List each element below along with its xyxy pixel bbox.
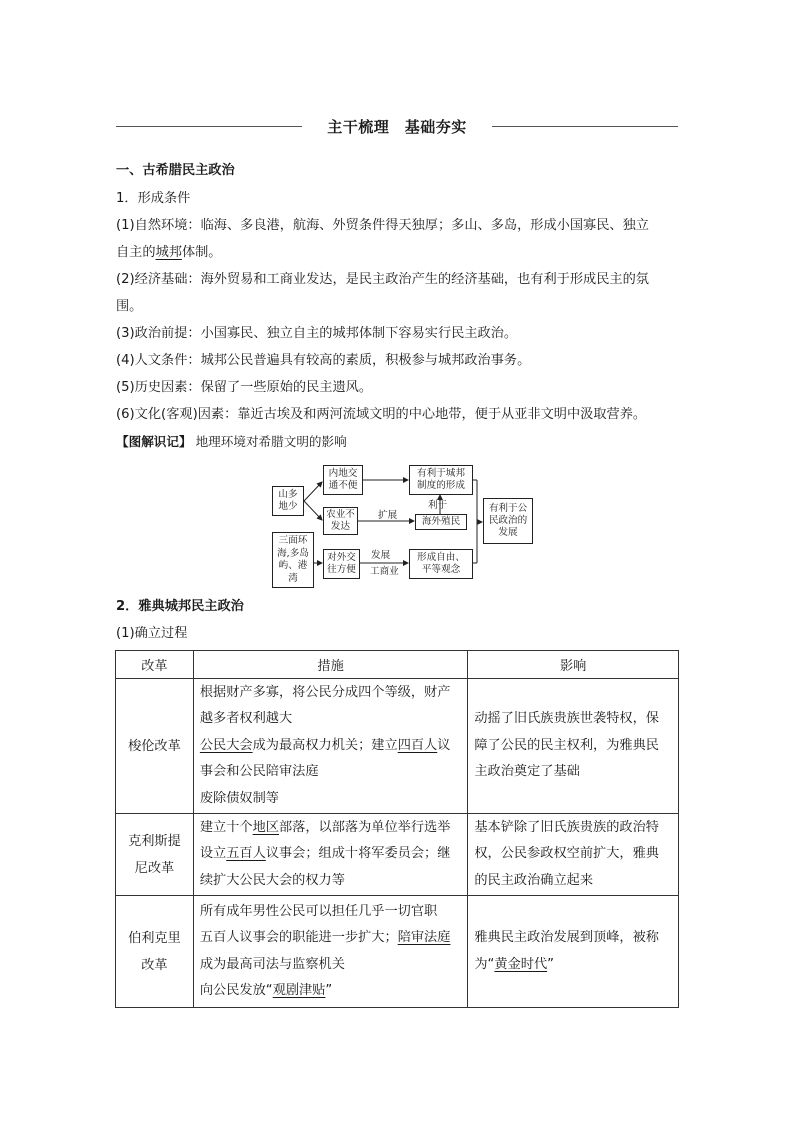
box-colonies: 海外殖民 — [415, 514, 467, 530]
box-mountains: 山多 地少 — [272, 486, 304, 516]
table-row — [116, 896, 679, 1008]
subheading-athens: 2．雅典城邦民主政治 — [116, 599, 244, 614]
table-row — [116, 814, 679, 896]
label-benefit: 利于 — [428, 500, 448, 511]
reform-measures: 根据财产多寡，将公民分成四个等级，财产 越多者权利越大 公民大会成为最高权力机关；建立四百人议 事会和公民陪审法庭 废除债奴制等 — [193, 679, 467, 814]
item-humanistic: (4)人文条件：城邦公民普遍具有较高的素质，积极参与城邦政治事务。 — [116, 353, 531, 368]
section-header — [116, 116, 678, 138]
reform-impact: 雅典民主政治发展到顶峰，被称 为“黄金时代” — [468, 896, 679, 1008]
label-develop: 发展 — [371, 550, 391, 561]
subheading-formation: 1．形成条件 — [116, 191, 191, 206]
item-natural-line2: 自主的城邦体制。 — [116, 245, 222, 260]
item-cultural: (6)文化(客观)因素：靠近古埃及和两河流域文明的中心地带，便于从亚非文明中汲取营养。 — [116, 407, 647, 422]
label-expand: 扩展 — [378, 510, 398, 521]
box-foreign-contact: 对外交 往方便 — [323, 549, 360, 579]
box-city-state: 有利于城邦 制度的形成 — [409, 465, 473, 495]
section-heading: 一、古希腊民主政治 — [116, 163, 235, 178]
header-rule-right — [492, 126, 678, 127]
reform-name: 伯利克里 改革 — [116, 896, 194, 1008]
blank-answer: 城邦 — [155, 245, 182, 260]
box-freedom: 形成自由、 平等观念 — [409, 549, 473, 579]
item-political: (3)政治前提：小国寡民、独立自主的城邦体制下容易实行民主政治。 — [116, 326, 518, 341]
item-economic-line1: (2)经济基础：海外贸易和工商业发达，是民主政治产生的经济基础，也有利于形成民主的氛 — [116, 272, 649, 287]
item-historical: (5)历史因素：保留了一些原始的民主遗风。 — [116, 380, 373, 395]
reform-impact: 基本铲除了旧氏族贵族的政治特 权，公民参政权空前扩大，雅典 的民主政治确立起来 — [468, 814, 679, 896]
header-title: 主干梳理 基础夯实 — [327, 118, 467, 136]
subheading-establishment: (1)确立过程 — [116, 626, 188, 641]
box-sea: 三面环 海,多岛 屿、港 湾 — [272, 532, 314, 588]
header-impact: 影响 — [468, 651, 679, 679]
reform-impact: 动摇了旧氏族贵族世袭特权，保 障了公民的民主权利，为雅典民 主政治奠定了基础 — [468, 679, 679, 814]
reform-measures: 建立十个地区部落，以部落为单位举行选举 设立五百人议事会；组成十将军委员会；继 续扩大公民大会的权力等 — [193, 814, 467, 896]
header-measures: 措施 — [193, 651, 467, 679]
reform-name: 克利斯提 尼改革 — [116, 814, 194, 896]
reform-measures: 所有成年男性公民可以担任几乎一切官职 五百人议事会的职能进一步扩大；陪审法庭 成为最高司法与监察机关 向公民发放“观剧津贴” — [193, 896, 467, 1008]
item-natural-line1: (1)自然环境：临海、多良港，航海、外贸条件得天独厚；多山、多岛，形成小国寡民、独立 — [116, 218, 649, 233]
label-commerce: 工商业 — [370, 566, 399, 577]
box-agriculture: 农业不 发达 — [323, 507, 358, 535]
reform-table — [115, 650, 679, 1008]
diagram-caption: 【图解识记】 地理环境对希腊文明的影响 — [116, 434, 347, 449]
reform-name: 梭伦改革 — [116, 679, 194, 814]
geography-influence-diagram — [270, 460, 545, 585]
item-economic-line2: 围。 — [116, 299, 143, 314]
box-democracy: 有利于公 民政治的 发展 — [483, 498, 533, 544]
table-header-row — [116, 651, 679, 679]
box-inland-traffic: 内地交 通不便 — [323, 465, 363, 495]
table-row — [116, 679, 679, 814]
header-reform: 改革 — [116, 651, 194, 679]
